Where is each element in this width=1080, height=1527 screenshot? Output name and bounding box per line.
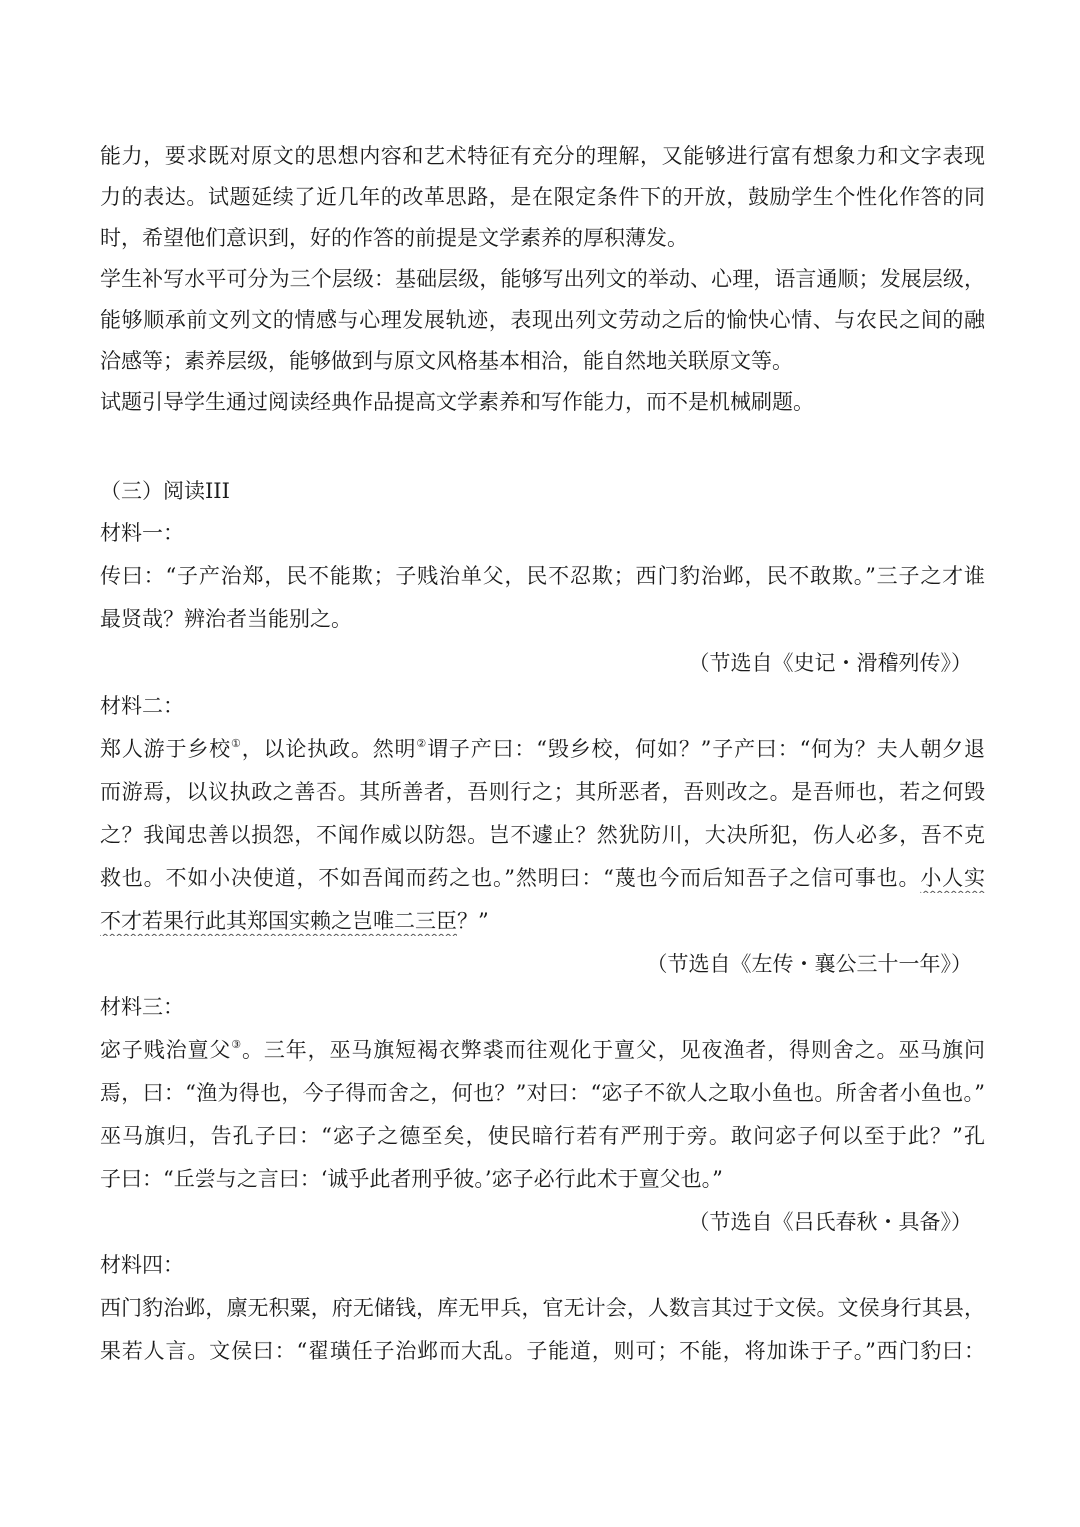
underlined-passage: 小人实 xyxy=(920,866,985,890)
material-line: 西门豹治邺，廪无积粟，府无储钱，库无甲兵，官无计会，人数言其过于文侯。文侯身行其县， xyxy=(100,1296,985,1320)
material-source: （节选自《左传・襄公三十一年》） xyxy=(646,952,972,976)
text-run: 谓子产曰：“毁乡校，何如？”子产曰：“何为？夫人朝夕退 xyxy=(427,737,985,761)
commentary-line: 能够顺承前文列文的情感与心理发展轨迹，表现出列文劳动之后的愉快心情、与农民之间的融 xyxy=(100,308,985,332)
commentary-line: 试题引导学生通过阅读经典作品提高文学素养和写作能力，而不是机械刷题。 xyxy=(100,390,814,414)
commentary-line: 洽感等；素养层级，能够做到与原文风格基本相洽，能自然地关联原文等。 xyxy=(100,349,793,373)
text-run: 。三年，巫马旗短褐衣弊裘而往观化于亶父，见夜渔者，得则舍之。巫马旗问 xyxy=(242,1038,985,1062)
text-run: 郑人游于乡校 xyxy=(100,737,232,761)
material-line: 而游焉，以议执政之善否。其所善者，吾则行之；其所恶者，吾则改之。是吾师也，若之何毁 xyxy=(100,780,985,804)
material-label: 材料二： xyxy=(100,694,184,718)
material-source: （节选自《史记・滑稽列传》） xyxy=(688,651,972,675)
commentary-line: 学生补写水平可分为三个层级：基础层级，能够写出列文的举动、心理，语言通顺；发展层级， xyxy=(100,267,985,291)
text-run: 救也。不如小决使道，不如吾闻而药之也。”然明曰：“蔑也今而后知吾子之信可事也。 xyxy=(100,866,921,890)
material-line: 传曰：“子产治郑，民不能欺；子贱治单父，民不忍欺；西门豹治邺，民不敢欺。”三子之才谁 xyxy=(100,564,985,588)
underlined-passage: 不才若果行此其郑国实赖之岂唯二三臣 xyxy=(100,909,457,933)
material-line xyxy=(100,906,985,936)
footnote-marker: ① xyxy=(231,737,242,750)
material-line xyxy=(100,734,985,764)
footnote-marker: ③ xyxy=(231,1038,243,1051)
commentary-line: 力的表达。试题延续了近几年的改革思路，是在限定条件下的开放，鼓励学生个性化作答的同 xyxy=(100,185,985,209)
material-line: 果若人言。文侯曰：“翟璜任子治邺而大乱。子能道，则可；不能，将加诛于子。”西门豹曰： xyxy=(100,1339,985,1363)
material-line: 焉，曰：“渔为得也，今子得而舍之，何也？”对曰：“宓子不欲人之取小鱼也。所舍者小鱼也。” xyxy=(100,1081,985,1105)
section-title: （三）阅读III xyxy=(100,479,230,503)
material-line: 之？我闻忠善以损怨，不闻作威以防怨。岂不遽止？然犹防川，大决所犯，伤人必多，吾不克 xyxy=(100,823,985,847)
commentary-line: 能力，要求既对原文的思想内容和艺术特征有充分的理解，又能够进行富有想象力和文字表现 xyxy=(100,144,985,168)
material-line xyxy=(100,863,985,893)
material-label: 材料三： xyxy=(100,995,184,1019)
material-line: 最贤哉？辨治者当能别之。 xyxy=(100,607,352,631)
text-run: ，以论执政。然明 xyxy=(241,737,417,761)
footnote-marker: ② xyxy=(416,737,428,750)
material-line: 巫马旗归，告孔子曰：“宓子之德至矣，使民暗行若有严刑于旁。敢问宓子何以至于此？”孔 xyxy=(100,1124,985,1148)
material-line: 子曰：“丘尝与之言曰：‘诚乎此者刑乎彼。’宓子必行此术于亶父也。” xyxy=(100,1167,723,1191)
text-run: 宓子贱治亶父 xyxy=(100,1038,232,1062)
material-source: （节选自《吕氏春秋・具备》） xyxy=(688,1210,972,1234)
material-label: 材料四： xyxy=(100,1253,184,1277)
material-line xyxy=(100,1035,985,1065)
material-label: 材料一： xyxy=(100,521,184,545)
text-run: ？” xyxy=(457,909,489,933)
commentary-line: 时，希望他们意识到，好的作答的前提是文学素养的厚积薄发。 xyxy=(100,226,688,250)
